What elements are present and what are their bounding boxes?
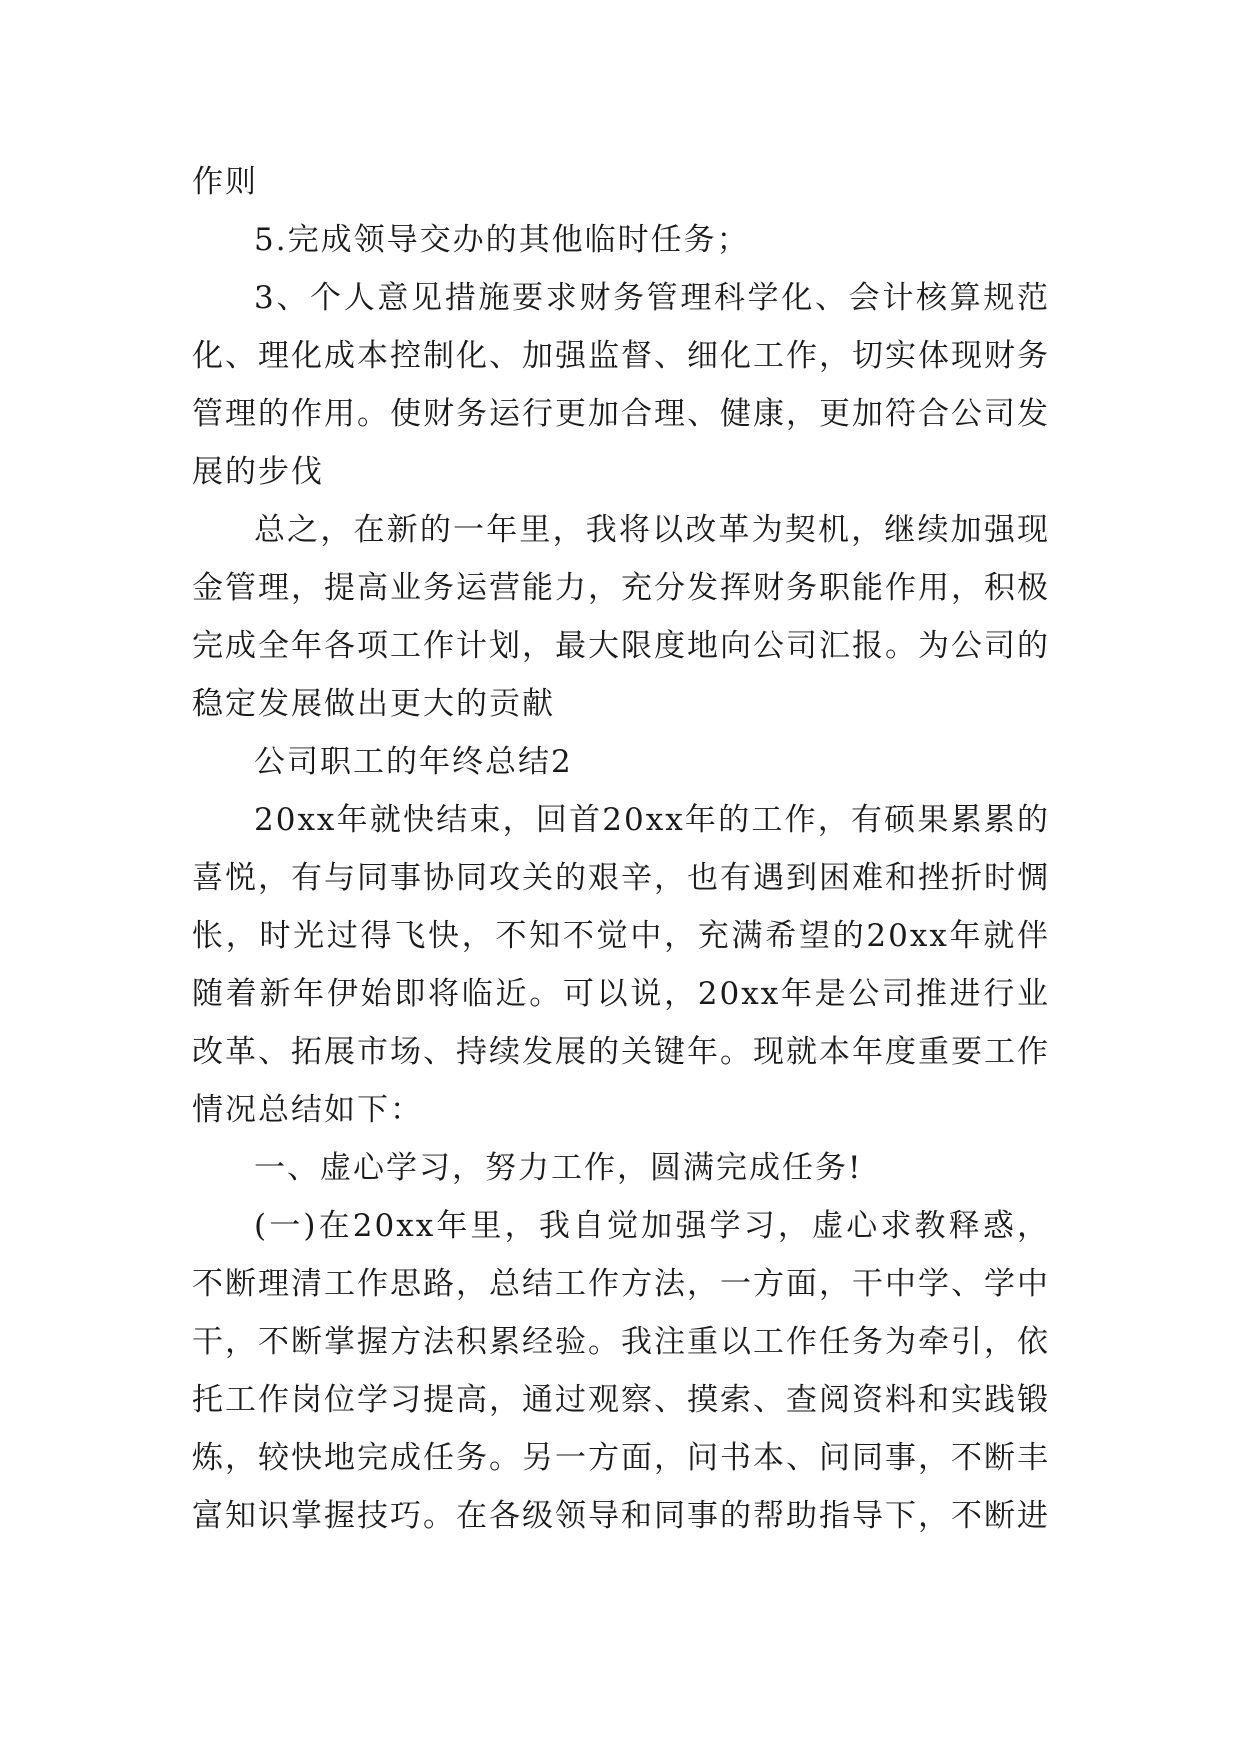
subsection-heading: 一、虚心学习，努力工作，圆满完成任务! — [254, 1150, 863, 1186]
paragraph-continuation: 作则 — [192, 164, 258, 200]
paragraph-study: (一)在20xx年里，我自觉加强学习，虚心求教释惑，不断理清工作思路，总结工作方法，一方面，干中学、学中干，不断掌握方法积累经验。我注重以工作任务为牵引，依托工作岗位学习提高，通过观察、摸索、查阅资料和实践锻炼，较快地完成任务。另一方面，问书本、问同事，不断丰富知识掌握技巧。在各级领导和同事的帮助指导下，不断进 — [192, 1208, 1050, 1534]
document-body — [192, 153, 1050, 1545]
paragraph-conclusion: 总之，在新的一年里，我将以改革为契机，继续加强现金管理，提高业务运营能力，充分发挥财务职能作用，积极完成全年各项工作计划，最大限度地向公司汇报。为公司的稳定发展做出更大的贡献 — [192, 512, 1050, 722]
section-heading: 公司职工的年终总结2 — [254, 744, 573, 780]
paragraph-measures: 3、个人意见措施要求财务管理科学化、会计核算规范化、理化成本控制化、加强监督、细化工作，切实体现财务管理的作用。使财务运行更加合理、健康，更加符合公司发展的步伐 — [192, 280, 1050, 490]
paragraph-task-item: 5.完成领导交办的其他临时任务； — [254, 222, 750, 258]
paragraph-intro: 20xx年就快结束，回首20xx年的工作，有硕果累累的喜悦，有与同事协同攻关的艰辛，也有遇到困难和挫折时惆怅，时光过得飞快，不知不觉中，充满希望的20xx年就伴随着新年伊始即将临近。可以说，20xx年是公司推进行业改革、拓展市场、持续发展的关键年。现就本年度重要工作情况总结如下： — [192, 802, 1050, 1128]
